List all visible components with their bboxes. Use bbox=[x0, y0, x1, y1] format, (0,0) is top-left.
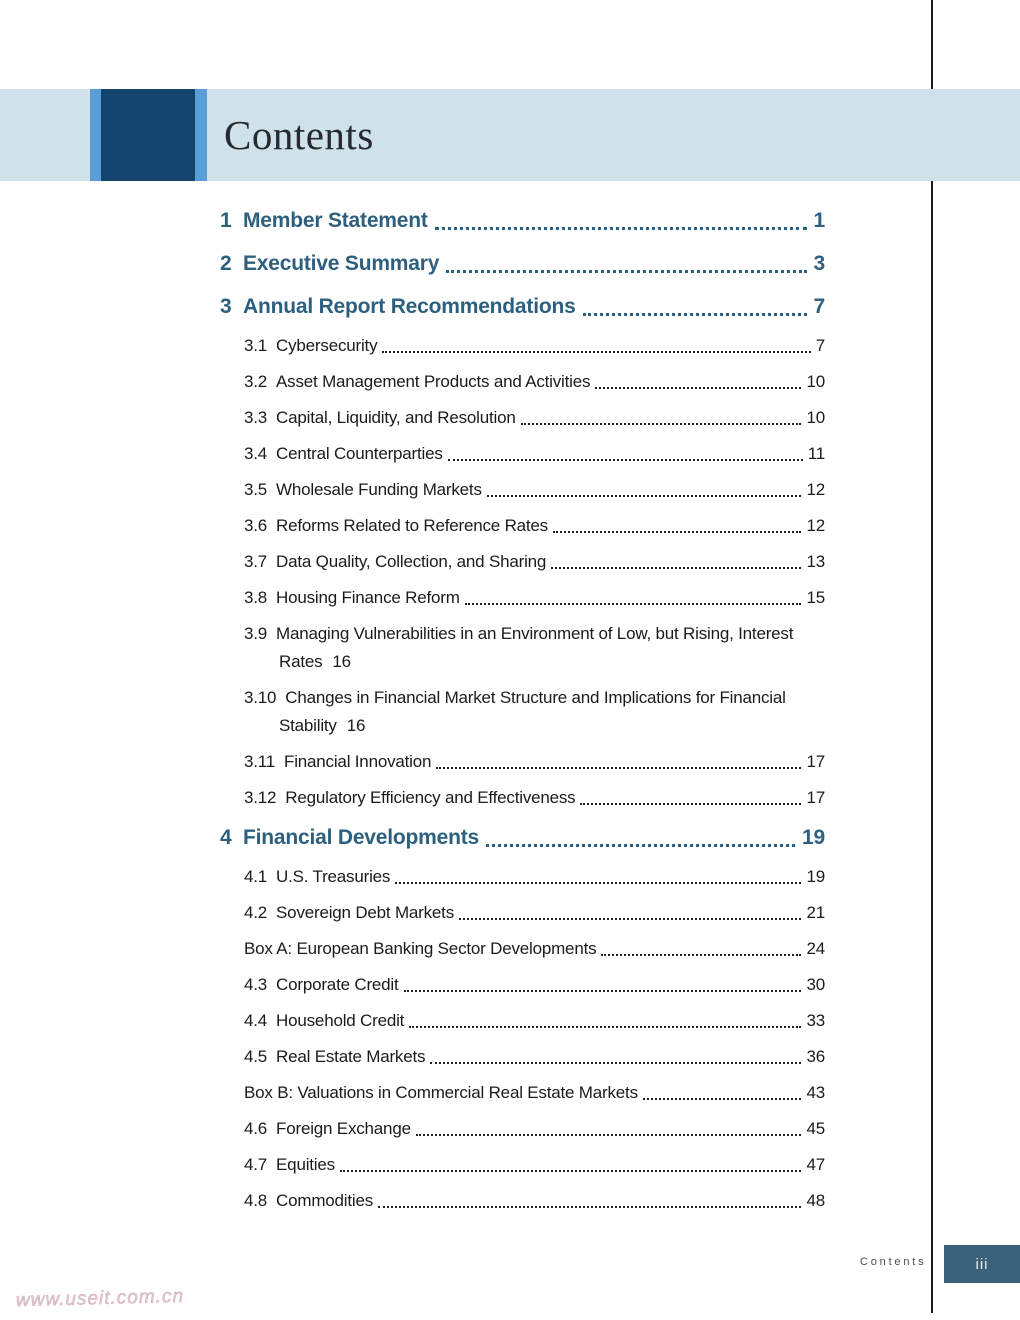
toc-entry-number: 2 bbox=[220, 252, 232, 275]
dot-leader bbox=[395, 882, 801, 884]
dot-leader bbox=[382, 351, 810, 353]
toc-entry-page: 48 bbox=[806, 1191, 825, 1210]
toc-entry-title: Financial Developments bbox=[243, 826, 480, 849]
toc-entry-number: 4.5 bbox=[244, 1047, 268, 1066]
banner-accent-stripe-left bbox=[90, 89, 101, 181]
dot-leader bbox=[436, 767, 801, 769]
dot-leader bbox=[487, 495, 802, 497]
toc-entry-chapter[interactable] bbox=[220, 249, 825, 279]
toc-entry-text bbox=[244, 443, 443, 465]
toc-entry-number: 3.12 bbox=[244, 788, 277, 807]
dot-leader bbox=[435, 227, 807, 230]
toc-entry-title: Managing Vulnerabilities in an Environment of Low, but Rising, Interest bbox=[276, 624, 794, 643]
dot-leader bbox=[595, 387, 801, 389]
toc-entry-title: Asset Management Products and Activities bbox=[276, 372, 591, 391]
toc-entry[interactable] bbox=[220, 1046, 825, 1068]
toc-entry-title: Data Quality, Collection, and Sharing bbox=[276, 552, 547, 571]
toc-entry[interactable] bbox=[220, 974, 825, 996]
toc-entry-text bbox=[244, 974, 399, 996]
toc-entry-number: 1 bbox=[220, 209, 232, 232]
toc-entry-page: 13 bbox=[806, 552, 825, 571]
toc-entry-title: Annual Report Recommendations bbox=[243, 295, 576, 318]
toc-entry-title: Sovereign Debt Markets bbox=[276, 903, 455, 922]
toc-entry-line2 bbox=[244, 651, 825, 673]
toc-entry-line1 bbox=[244, 687, 825, 709]
toc-entry[interactable] bbox=[220, 1190, 825, 1212]
toc-entry-page: 1 bbox=[813, 209, 825, 232]
footer-page-number-box bbox=[944, 1245, 1020, 1283]
toc-entry[interactable] bbox=[220, 938, 825, 960]
toc-entry-number: 3.11 bbox=[244, 752, 276, 771]
banner-accent-stripe-right bbox=[195, 89, 207, 181]
dot-leader bbox=[643, 1098, 802, 1100]
toc-entry-page: 45 bbox=[806, 1119, 825, 1138]
toc-entry-page: 10 bbox=[806, 372, 825, 391]
toc-entry-title: Box A: European Banking Sector Developments bbox=[244, 939, 597, 958]
toc-entry-page: 19 bbox=[802, 826, 825, 849]
toc-entry-text bbox=[244, 515, 548, 537]
toc-entry-number: 4.1 bbox=[244, 867, 268, 886]
dot-leader bbox=[580, 803, 801, 805]
toc-entry-page: 15 bbox=[806, 588, 825, 607]
toc-entry-title: U.S. Treasuries bbox=[276, 867, 391, 886]
toc-entry[interactable] bbox=[220, 443, 825, 465]
toc-entry-title: Financial Innovation bbox=[284, 752, 432, 771]
toc-entry-text bbox=[244, 371, 590, 393]
toc-entry[interactable] bbox=[220, 1082, 825, 1104]
toc-entry-number: 3.10 bbox=[244, 688, 277, 707]
toc-entry-line1 bbox=[244, 623, 825, 645]
toc-entry-text bbox=[244, 1154, 335, 1176]
toc-entry-text bbox=[244, 787, 575, 809]
toc-entry-number: 3.4 bbox=[244, 444, 268, 463]
toc-entry-title: Equities bbox=[276, 1155, 335, 1174]
dot-leader bbox=[409, 1026, 801, 1028]
toc-entry-text bbox=[244, 407, 516, 429]
toc-entry[interactable] bbox=[220, 1154, 825, 1176]
toc-entry-number: 3.3 bbox=[244, 408, 268, 427]
toc-entry-page: 10 bbox=[806, 408, 825, 427]
toc-entry-text bbox=[244, 1010, 404, 1032]
toc-entry-title: Housing Finance Reform bbox=[276, 588, 460, 607]
dot-leader bbox=[459, 918, 801, 920]
footer-page-number: iii bbox=[975, 1255, 989, 1273]
toc-entry[interactable] bbox=[220, 902, 825, 924]
toc-entry-text bbox=[244, 1118, 411, 1140]
toc-entry-number: 4 bbox=[220, 826, 232, 849]
toc-entry-title: Reforms Related to Reference Rates bbox=[276, 516, 548, 535]
toc-entry-text bbox=[244, 1082, 638, 1104]
toc-entry-page: 36 bbox=[806, 1047, 825, 1066]
toc-entry[interactable] bbox=[220, 335, 825, 357]
toc-entry-title: Real Estate Markets bbox=[276, 1047, 426, 1066]
dot-leader bbox=[404, 990, 802, 992]
toc-entry-page: 3 bbox=[813, 252, 825, 275]
toc-entry-title: Member Statement bbox=[243, 209, 428, 232]
dot-leader bbox=[448, 459, 803, 461]
toc-entry-chapter[interactable] bbox=[220, 206, 825, 236]
toc-entry[interactable] bbox=[220, 515, 825, 537]
toc-entry-page: 11 bbox=[807, 444, 825, 463]
toc-entry-page: 17 bbox=[806, 752, 825, 771]
toc-entry[interactable] bbox=[220, 787, 825, 809]
toc-entry-number: 3.9 bbox=[244, 624, 268, 643]
toc-entry-page: 17 bbox=[806, 788, 825, 807]
toc-entry[interactable] bbox=[220, 371, 825, 393]
footer-section-label: Contents bbox=[860, 1256, 927, 1268]
toc-entry-number: 4.2 bbox=[244, 903, 268, 922]
toc-entry-page: 16 bbox=[346, 716, 366, 735]
toc-entry-page: 33 bbox=[806, 1011, 825, 1030]
dot-leader bbox=[486, 844, 795, 847]
toc-entry-text bbox=[244, 551, 546, 573]
toc-entry-text bbox=[244, 1190, 373, 1212]
toc-entry-title-continued: Rates bbox=[279, 652, 323, 671]
toc-entry-text bbox=[244, 902, 454, 924]
toc-entry-number: 3.5 bbox=[244, 480, 268, 499]
toc-entry-number: 4.8 bbox=[244, 1191, 268, 1210]
dot-leader bbox=[601, 954, 801, 956]
toc-entry-number: 3.8 bbox=[244, 588, 268, 607]
dot-leader bbox=[521, 423, 802, 425]
dot-leader bbox=[340, 1170, 802, 1172]
toc-entry-title: Executive Summary bbox=[243, 252, 440, 275]
toc-entry-title: Corporate Credit bbox=[276, 975, 399, 994]
toc-entry-page: 43 bbox=[806, 1083, 825, 1102]
dot-leader bbox=[465, 603, 802, 605]
toc-entry-title: Wholesale Funding Markets bbox=[276, 480, 482, 499]
toc-entry-page: 7 bbox=[813, 295, 825, 318]
toc-entry-title: Box B: Valuations in Commercial Real Estate Markets bbox=[244, 1083, 638, 1102]
toc-entry-number: 4.3 bbox=[244, 975, 268, 994]
dot-leader bbox=[551, 567, 801, 569]
toc-entry-chapter[interactable] bbox=[220, 823, 825, 853]
toc-entry-page: 47 bbox=[806, 1155, 825, 1174]
toc-entry-number: 4.7 bbox=[244, 1155, 268, 1174]
toc-entry[interactable] bbox=[220, 687, 825, 737]
dot-leader bbox=[446, 270, 806, 273]
toc-entry-title-continued: Stability bbox=[279, 716, 337, 735]
toc-entry-page: 21 bbox=[806, 903, 825, 922]
toc-entry[interactable] bbox=[220, 407, 825, 429]
dot-leader bbox=[378, 1206, 801, 1208]
dot-leader bbox=[430, 1062, 801, 1064]
page-vertical-rule bbox=[931, 0, 933, 1313]
toc-entry[interactable] bbox=[220, 1118, 825, 1140]
toc-entry-number: 3.7 bbox=[244, 552, 268, 571]
dot-leader bbox=[416, 1134, 802, 1136]
toc-entry-page: 19 bbox=[806, 867, 825, 886]
table-of-contents bbox=[220, 206, 825, 1226]
toc-entry-title: Household Credit bbox=[276, 1011, 405, 1030]
toc-entry-title: Changes in Financial Market Structure and Implications for Financial bbox=[285, 688, 786, 707]
dot-leader bbox=[583, 313, 807, 316]
toc-entry[interactable] bbox=[220, 551, 825, 573]
toc-entry-title: Capital, Liquidity, and Resolution bbox=[276, 408, 516, 427]
banner-navy-block bbox=[101, 89, 195, 181]
page-title: Contents bbox=[224, 112, 374, 158]
toc-entry-title: Cybersecurity bbox=[276, 336, 378, 355]
toc-entry[interactable] bbox=[220, 479, 825, 501]
toc-entry-title: Commodities bbox=[276, 1191, 374, 1210]
toc-entry-page: 16 bbox=[332, 652, 351, 671]
toc-entry-number: 4.4 bbox=[244, 1011, 268, 1030]
toc-entry[interactable] bbox=[220, 866, 825, 888]
toc-entry-title: Foreign Exchange bbox=[276, 1119, 411, 1138]
toc-entry-page: 30 bbox=[806, 975, 825, 994]
toc-entry-page: 24 bbox=[806, 939, 825, 958]
toc-entry-page: 7 bbox=[815, 336, 825, 355]
toc-entry[interactable] bbox=[220, 587, 825, 609]
toc-entry-text bbox=[244, 751, 431, 773]
toc-entry-page: 12 bbox=[806, 516, 825, 535]
dot-leader bbox=[553, 531, 801, 533]
toc-entry-number: 3.2 bbox=[244, 372, 268, 391]
toc-entry[interactable] bbox=[220, 1010, 825, 1032]
toc-entry-chapter[interactable] bbox=[220, 292, 825, 322]
toc-entry-title: Central Counterparties bbox=[276, 444, 443, 463]
toc-entry-text bbox=[244, 866, 390, 888]
toc-entry[interactable] bbox=[220, 623, 825, 673]
toc-entry-number: 3.1 bbox=[244, 336, 268, 355]
toc-entry-text bbox=[244, 335, 377, 357]
toc-entry-text bbox=[244, 479, 482, 501]
toc-entry-line2 bbox=[244, 715, 825, 737]
toc-entry-title: Regulatory Efficiency and Effectiveness bbox=[285, 788, 576, 807]
toc-entry-number: 4.6 bbox=[244, 1119, 268, 1138]
toc-entry-number: 3.6 bbox=[244, 516, 268, 535]
header-banner bbox=[0, 89, 1020, 181]
toc-entry[interactable] bbox=[220, 751, 825, 773]
toc-entry-page: 12 bbox=[806, 480, 825, 499]
toc-entry-text bbox=[244, 938, 596, 960]
watermark-text: www.useit.com.cn bbox=[15, 1285, 185, 1312]
toc-entry-text bbox=[244, 1046, 425, 1068]
toc-entry-text bbox=[244, 587, 460, 609]
toc-entry-number: 3 bbox=[220, 295, 232, 318]
